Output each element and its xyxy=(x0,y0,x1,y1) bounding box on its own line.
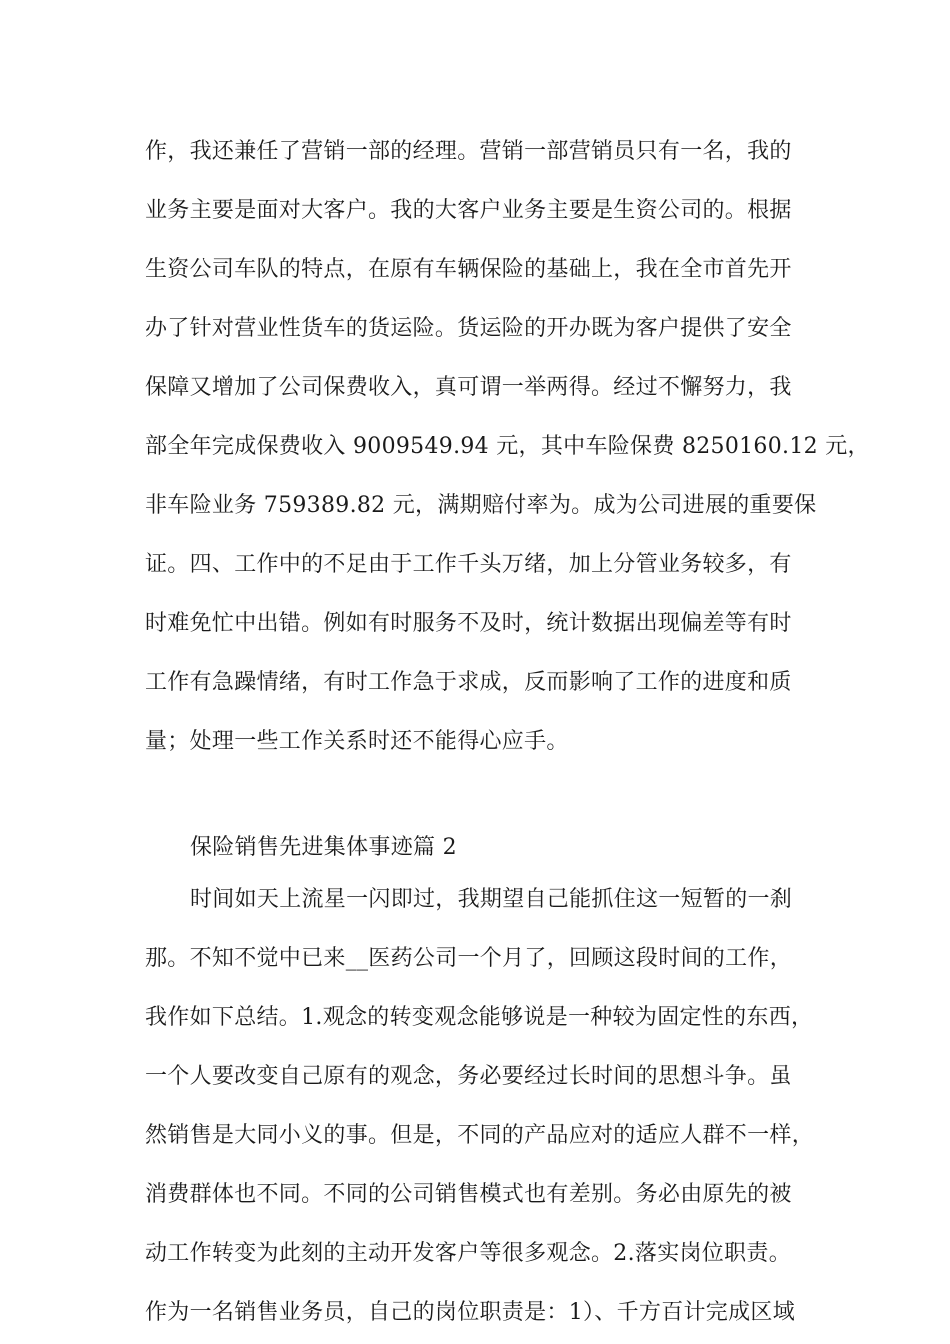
body-text-line: 量；处理一些工作关系时还不能得心应手。 xyxy=(145,729,569,754)
body-text-line: 业务主要是面对大客户。我的大客户业务主要是生资公司的。根据 xyxy=(145,198,792,223)
body-text-line: 部全年完成保费收入 9009549.94 元，其中车险保费 8250160.12 元， xyxy=(145,434,870,459)
body-text-line: 作为一名销售业务员，自己的岗位职责是：1）、千方百计完成区域 xyxy=(145,1300,795,1325)
body-text-line: 动工作转变为此刻的主动开发客户等很多观念。2.落实岗位职责。 xyxy=(145,1241,791,1266)
body-text-line: 非车险业务 759389.82 元，满期赔付率为。成为公司进展的重要保 xyxy=(145,493,817,518)
body-text-line: 时间如天上流星一闪即过，我期望自己能抓住这一短暂的一刹 xyxy=(190,887,793,912)
body-text-line: 工作有急躁情绪，有时工作急于求成，反而影响了工作的进度和质 xyxy=(145,670,792,695)
body-text-line: 生资公司车队的特点，在原有车辆保险的基础上，我在全市首先开 xyxy=(145,257,792,282)
body-text-line: 然销售是大同小义的事。但是，不同的产品应对的适应人群不一样， xyxy=(145,1123,815,1148)
body-text-line: 一个人要改变自己原有的观念，务必要经过长时间的思想斗争。虽 xyxy=(145,1064,792,1089)
body-text-line: 那。不知不觉中已来__医药公司一个月了，回顾这段时间的工作， xyxy=(145,946,793,971)
body-text-line: 我作如下总结。1.观念的转变观念能够说是一种较为固定性的东西， xyxy=(145,1005,814,1030)
body-text-line: 保障又增加了公司保费收入，真可谓一举两得。经过不懈努力，我 xyxy=(145,375,792,400)
section-heading: 保险销售先进集体事迹篇 2 xyxy=(190,835,457,860)
body-text-line: 消费群体也不同。不同的公司销售模式也有差别。务必由原先的被 xyxy=(145,1182,792,1207)
body-text-line: 办了针对营业性货车的货运险。货运险的开办既为客户提供了安全 xyxy=(145,316,792,341)
body-text-line: 时难免忙中出错。例如有时服务不及时，统计数据出现偏差等有时 xyxy=(145,611,792,636)
body-text-line: 证。四、工作中的不足由于工作千头万绪，加上分管业务较多，有 xyxy=(145,552,792,577)
body-text-line: 作，我还兼任了营销一部的经理。营销一部营销员只有一名，我的 xyxy=(145,139,792,164)
